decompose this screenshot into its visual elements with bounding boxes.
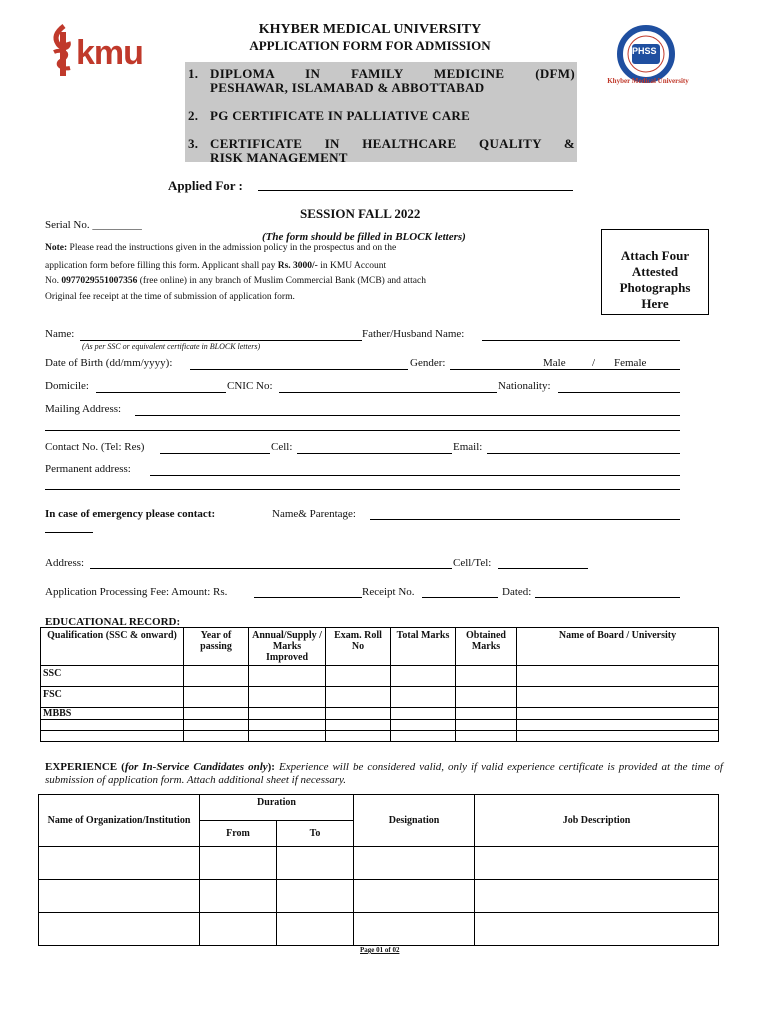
note-text-2a: application form before filling this form. Applicant shall pay [45, 261, 278, 271]
program-3-text2: RISK MANAGEMENT [210, 150, 348, 165]
cell[interactable] [354, 847, 475, 880]
emergency-field[interactable] [45, 532, 93, 533]
cell[interactable] [517, 720, 719, 731]
experience-intro [45, 761, 723, 787]
education-header-row [41, 628, 719, 666]
exp-col-designation: Designation [354, 795, 475, 847]
cell[interactable] [391, 731, 456, 742]
note-text-3c: (free online) in any branch of Muslim Commercial Bank (MCB) and attach [137, 276, 426, 286]
program-2-num: 2. [188, 108, 199, 123]
edu-col-annual: Annual/Supply / Marks Improved [249, 628, 326, 666]
cell[interactable] [184, 720, 249, 731]
receipt-label: Receipt No. [362, 586, 415, 598]
phss-caption: Khyber Medical University [607, 77, 689, 85]
cell[interactable] [456, 666, 517, 687]
gender-male[interactable]: Male [543, 357, 566, 369]
name-label: Name: [45, 328, 75, 340]
applied-for-label: Applied For : [168, 178, 243, 193]
mailing-field-2[interactable] [45, 430, 680, 431]
mailing-field[interactable] [135, 415, 680, 416]
cell[interactable] [41, 731, 184, 742]
father-label: Father/Husband Name: [362, 328, 465, 340]
cell[interactable] [517, 731, 719, 742]
cell[interactable] [475, 847, 719, 880]
cell[interactable] [326, 687, 391, 708]
education-title: EDUCATIONAL RECORD: [45, 616, 181, 628]
cell[interactable] [249, 708, 326, 720]
cell[interactable] [200, 880, 277, 913]
cell[interactable] [354, 913, 475, 946]
contact-field[interactable] [160, 453, 270, 454]
experience-title: EXPERIENCE ( [45, 761, 125, 773]
session-title: SESSION FALL 2022 [300, 206, 421, 221]
cell[interactable] [184, 687, 249, 708]
dob-label: Date of Birth (dd/mm/yyyy): [45, 357, 173, 369]
table-row [41, 666, 719, 687]
university-title: KHYBER MEDICAL UNIVERSITY [258, 22, 482, 37]
receipt-field[interactable] [422, 597, 498, 598]
permanent-field-2[interactable] [45, 489, 680, 490]
table-row [39, 880, 719, 913]
table-row [41, 720, 719, 731]
name-hint: (As per SSC or equivalent certificate in BLOCK letters) [82, 342, 261, 351]
cell[interactable] [456, 720, 517, 731]
note-line-4: Original fee receipt at the time of submission of application form. [45, 292, 295, 302]
cell[interactable] [200, 913, 277, 946]
note-text-1: Please read the instructions given in the admission policy in the prospectus and on the [67, 243, 397, 253]
cell[interactable] [475, 913, 719, 946]
experience-title-2: ): [267, 761, 275, 773]
edu-col-board: Name of Board / University [517, 628, 719, 666]
exp-col-job: Job Description [475, 795, 719, 847]
gender-label: Gender: [410, 357, 446, 369]
cell[interactable] [249, 687, 326, 708]
exp-col-to: To [277, 821, 354, 847]
edu-row-label: SSC [41, 666, 184, 687]
gender-female[interactable]: Female [614, 357, 647, 369]
note-line-3 [45, 276, 426, 286]
emergency-label: In case of emergency please contact: [45, 508, 216, 520]
photo-box[interactable] [601, 229, 709, 315]
email-field[interactable] [487, 453, 680, 454]
cell[interactable] [326, 731, 391, 742]
edu-col-roll: Exam. Roll No [326, 628, 391, 666]
note-account: 0977029551007356 [61, 276, 138, 286]
fee-label: Application Processing Fee: Amount: Rs. [45, 586, 228, 598]
edu-row-label: FSC [41, 687, 184, 708]
education-table [40, 627, 719, 742]
nationality-field[interactable] [558, 392, 680, 393]
cell[interactable] [184, 666, 249, 687]
address-field[interactable] [90, 568, 452, 569]
fee-field[interactable] [254, 597, 362, 598]
edu-col-obtained: Obtained Marks [456, 628, 517, 666]
cell[interactable] [456, 731, 517, 742]
table-row [41, 731, 719, 742]
table-row [39, 847, 719, 880]
cell[interactable] [277, 913, 354, 946]
cell[interactable] [517, 687, 719, 708]
photo-line-2: Attested [631, 264, 679, 279]
permanent-field[interactable] [150, 475, 680, 476]
program-1-num: 1. [188, 66, 199, 81]
page-footer: Page 01 of 02 [360, 946, 400, 954]
cell[interactable] [456, 708, 517, 720]
cell-tel-label: Cell/Tel: [453, 557, 492, 569]
cell[interactable] [200, 847, 277, 880]
address-label: Address: [45, 557, 85, 569]
program-3-num: 3. [188, 136, 199, 151]
cell[interactable] [184, 731, 249, 742]
edu-col-total: Total Marks [391, 628, 456, 666]
edu-col-year: Year of passing [184, 628, 249, 666]
block-letters-note: (The form should be filled in BLOCK letters) [262, 231, 466, 243]
exp-col-org: Name of Organization/Institution [39, 795, 200, 847]
serial-number: Serial No. _________ [45, 219, 142, 231]
cell-label: Cell: [271, 441, 293, 453]
note-text-2c: in KMU Account [317, 261, 387, 271]
cell[interactable] [39, 847, 200, 880]
cell[interactable] [39, 880, 200, 913]
edu-col-qualification: Qualification (SSC & onward) [41, 628, 184, 666]
cell-field[interactable] [297, 453, 452, 454]
form-title: APPLICATION FORM FOR ADMISSION [249, 38, 491, 53]
cell[interactable] [326, 666, 391, 687]
cell[interactable] [391, 708, 456, 720]
cell[interactable] [456, 687, 517, 708]
cell[interactable] [41, 720, 184, 731]
kmu-logo-text: kmu [76, 34, 143, 72]
cell[interactable] [326, 720, 391, 731]
program-2-text: PG CERTIFICATE IN PALLIATIVE CARE [210, 108, 471, 123]
note-line-1 [45, 243, 396, 253]
domicile-field[interactable] [96, 392, 226, 393]
name-field[interactable] [80, 340, 362, 341]
email-label: Email: [453, 441, 483, 453]
photo-line-4: Here [641, 296, 669, 311]
name-parentage-field[interactable] [370, 519, 680, 520]
cell[interactable] [475, 880, 719, 913]
domicile-label: Domicile: [45, 380, 89, 392]
gender-field[interactable] [450, 369, 680, 370]
cell-tel-field[interactable] [498, 568, 588, 569]
cell[interactable] [184, 708, 249, 720]
note-fee: Rs. 3000/- [277, 261, 318, 271]
cell[interactable] [354, 880, 475, 913]
cell[interactable] [391, 687, 456, 708]
cnic-field[interactable] [279, 392, 497, 393]
photo-line-1: Attach Four [620, 248, 690, 263]
cnic-label: CNIC No: [227, 380, 273, 392]
cell[interactable] [277, 847, 354, 880]
cell[interactable] [517, 666, 719, 687]
contact-label: Contact No. (Tel: Res) [45, 441, 145, 453]
experience-header-row [39, 795, 719, 821]
experience-text: Experience will be considered valid, only if valid experience certificate is provided at the time of submission of application form. Attach additional sheet if necessary. [45, 761, 723, 786]
applied-for-field[interactable] [258, 190, 573, 191]
note-text-3a: No. [45, 276, 62, 286]
edu-row-label: MBBS [41, 708, 184, 720]
photo-line-3: Photographs [619, 280, 691, 295]
experience-table [38, 794, 719, 946]
program-1-text: DIPLOMA IN FAMILY MEDICINE (DFM) [210, 66, 575, 81]
table-row [41, 687, 719, 708]
cell[interactable] [249, 666, 326, 687]
program-1-text2: PESHAWAR, ISLAMABAD & ABBOTTABAD [210, 80, 485, 95]
cell[interactable] [39, 913, 200, 946]
cell[interactable] [326, 708, 391, 720]
exp-col-duration: Duration [200, 795, 354, 821]
cell[interactable] [391, 720, 456, 731]
permanent-label: Permanent address: [45, 463, 131, 475]
cell[interactable] [391, 666, 456, 687]
note-label: Note: [45, 243, 68, 253]
dated-label: Dated: [502, 586, 532, 598]
cell[interactable] [249, 731, 326, 742]
name-parentage-label: Name& Parentage: [272, 508, 356, 520]
cell[interactable] [249, 720, 326, 731]
gender-separator: / [592, 357, 596, 369]
table-row [39, 913, 719, 946]
note-line-2 [45, 261, 386, 271]
program-3-text: CERTIFICATE IN HEALTHCARE QUALITY & [210, 136, 575, 151]
father-field[interactable] [482, 340, 680, 341]
mailing-label: Mailing Address: [45, 403, 122, 415]
dated-field[interactable] [535, 597, 680, 598]
cell[interactable] [277, 880, 354, 913]
experience-title-italic: for In-Service Candidates only [124, 761, 268, 773]
phss-center-text: PHSS [632, 46, 657, 56]
table-row [41, 708, 719, 720]
dob-field[interactable] [190, 369, 408, 370]
nationality-label: Nationality: [498, 380, 551, 392]
cell[interactable] [517, 708, 719, 720]
exp-col-from: From [200, 821, 277, 847]
